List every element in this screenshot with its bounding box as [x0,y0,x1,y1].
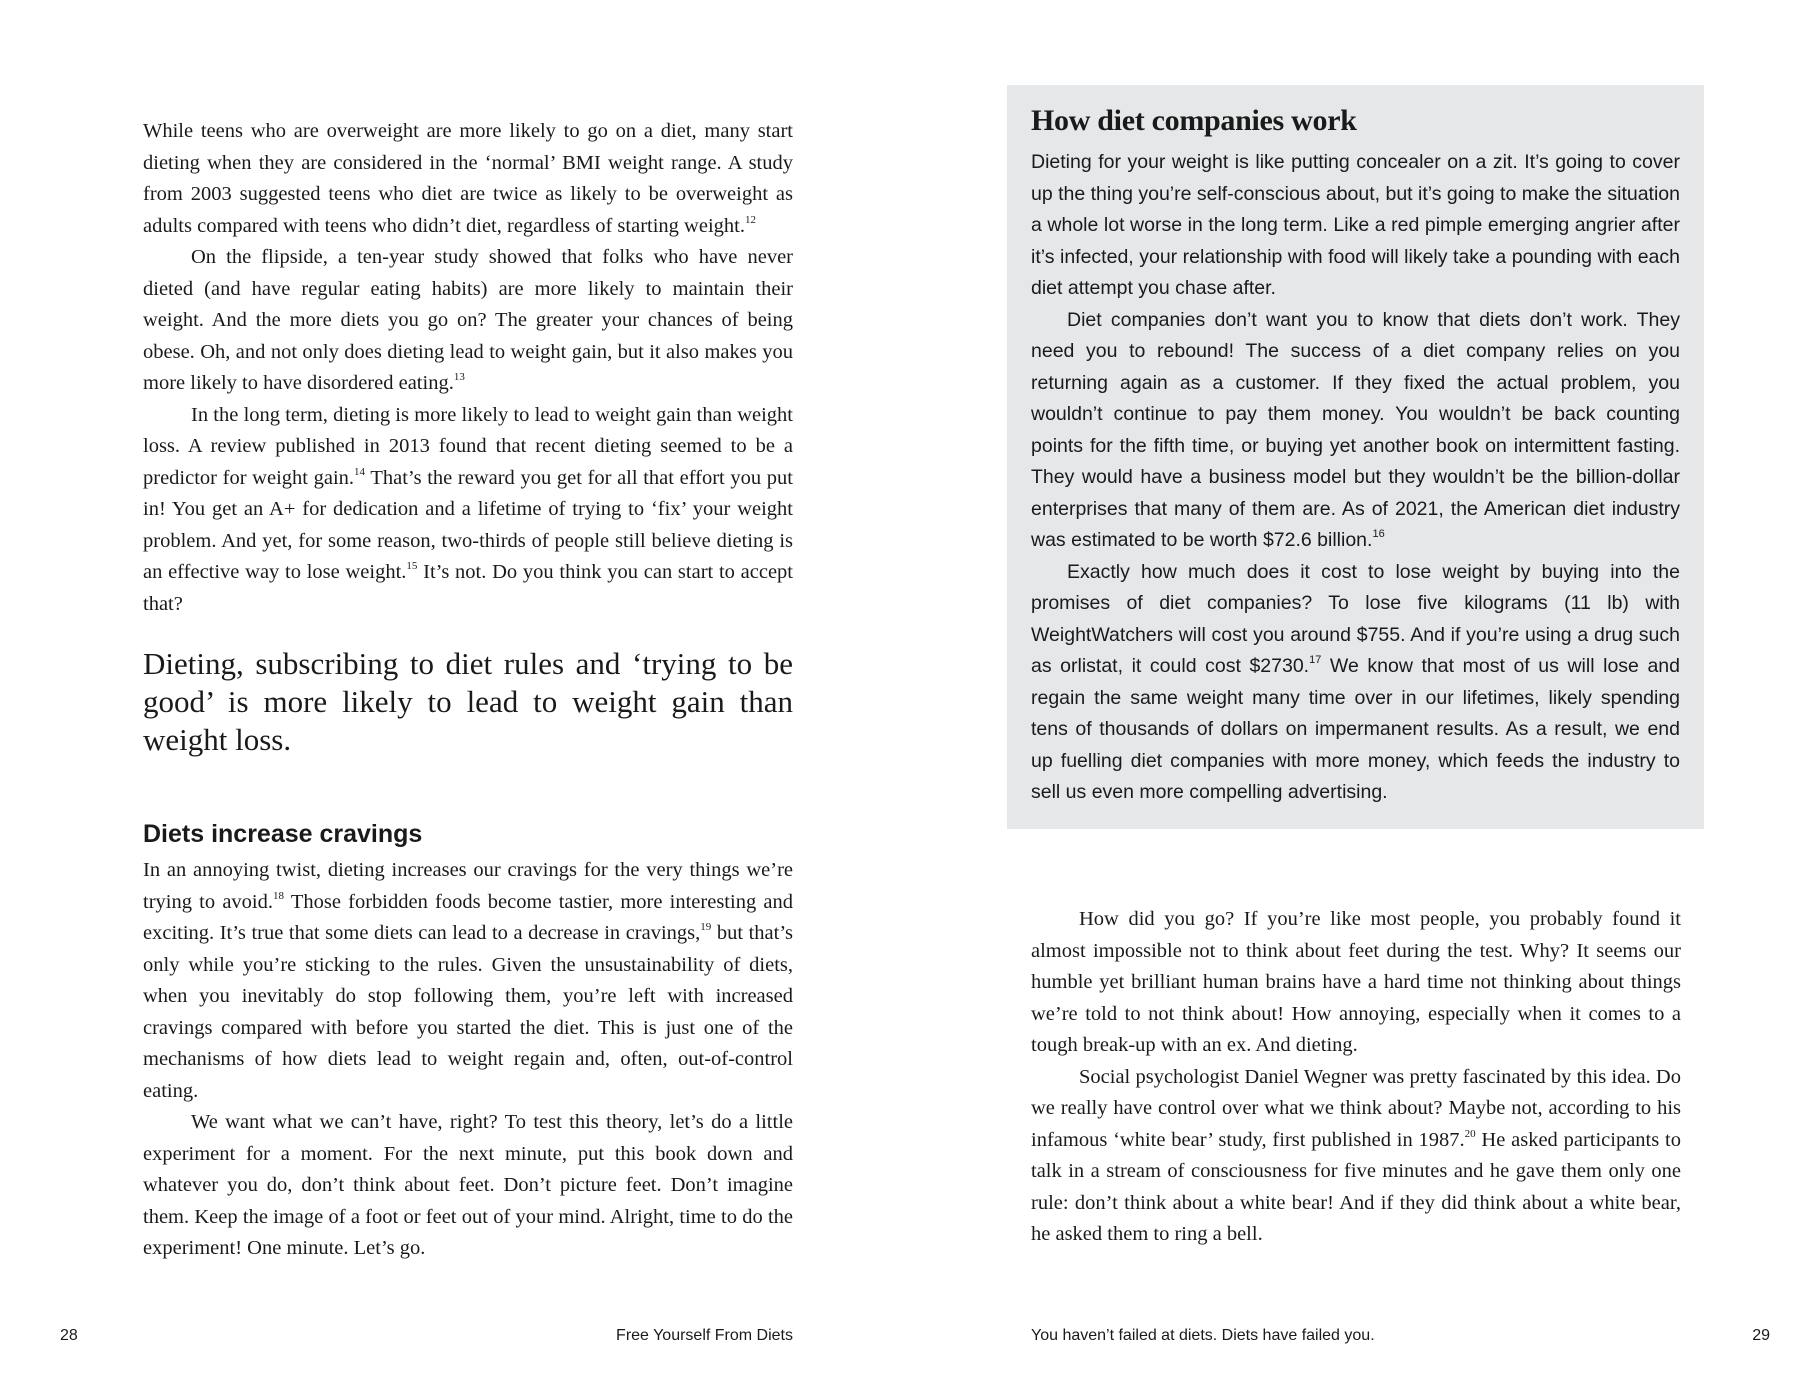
paragraph: How did you go? If you’re like most people, you probably found it almost impossible not to think about feet during the test. Why? It seems our humble yet brilliant human brains have a hard time not thinking about things we’re told to not think about! How annoying, especially when it comes to a tough break-up with an ex. And dieting. [1031,908,1681,1056]
footnote-ref: 20 [1464,1127,1476,1140]
footnote-ref: 14 [354,465,366,478]
left-page-body [143,116,793,1265]
footnote-ref: 16 [1372,528,1385,540]
sidebar-title: How diet companies work [1031,104,1357,137]
paragraph: In the long term, dieting is more likely to lead to weight gain than weight loss. A review published in 2013 found that recent dieting seemed to be a predictor for weight gain.$^{14}$ That’s the reward you get for all that effort you put in! You get an A+ for dedication and a lifetime of trying to ‘fix’ your weight problem. And yet, for some reason, two-thirds of people still believe dieting is an effective way to lose weight.$^{15}$ It’s not. Do you think you can start to accept that? [143,403,793,615]
paragraph: On the flipside, a ten-year study showed that folks who have never dieted (and have regular eating habits) are more likely to maintain their weight. And the more diets you go on? The greater your chances of being obese. Oh, and not only does dieting lead to weight gain, but it also makes you more likely to have disordered eating.$^{13}$ [143,246,793,394]
paragraph: In an annoying twist, dieting increases our cravings for the very things we’re trying to avoid.$^{18}$ Those forbidden foods become tastier, more interesting and exciting. It’s true that some diets can lead to a decrease in cravings,$^{19}$ but that’s only while you’re sticking to the rules. Given the unsustainability of diets, when you inevitably do stop following them, you’re left with increased cravings compared with before you started the diet. This is just one of the mechanisms of how diets lead to weight regain and, often, out-of-control eating. [143,859,793,1102]
paragraph: While teens who are overweight are more likely to go on a diet, many start dieting when they are considered in the ‘normal’ BMI weight range. A study from 2003 suggested teens who diet are twice as likely to be overweight as adults compared with teens who didn’t diet, regardless of starting weight.$^{12}$ [143,120,793,237]
footnote-ref: 19 [700,921,712,933]
running-footer-right: You haven’t failed at diets. Diets have failed you. [1031,1327,1375,1344]
footnote-ref: 13 [453,371,465,383]
footnote-ref: 12 [744,213,756,226]
footnote-ref: 17 [1309,654,1322,666]
running-footer-left: Free Yourself From Diets [616,1327,793,1344]
footnote-ref: 15 [406,560,418,572]
page-number-left: 28 [60,1327,78,1344]
sidebar-paragraph: Diet companies don’t want you to know that diets don’t work. They need you to rebound! The success of a diet company relies on you returning again as a customer. If they fixed the actual problem, you wouldn’t continue to pay them money. You wouldn’t be back counting points for the fifth time, or buying yet another book on intermittent fasting. They would have a business model but they wouldn’t be the billion-dollar enterprises that many of them are. As of 2021, the American diet industry was estimated to be worth $72.6 billion.$^{16}$ [1031,308,1680,551]
sidebar-box [1007,85,1704,829]
pull-quote: Dieting, subscribing to diet rules and ‘trying to be good’ is more likely to lead to weight gain than weight loss. [143,646,793,757]
page-number-right: 29 [1752,1327,1770,1344]
paragraph: We want what we can’t have, right? To test this theory, let’s do a little experiment for a moment. For the next minute, put this book down and whatever you do, don’t think about feet. Don’t picture feet. Don’t imagine them. Keep the image of a foot or feet out of your mind. Alright, time to do the experiment! One minute. Let’s go. [143,1111,793,1259]
paragraph: Social psychologist Daniel Wegner was pretty fascinated by this idea. Do we really have control over what we think about? Maybe not, according to his infamous ‘white bear’ study, first published in 1987.20 He asked participants to talk in a stream of consciousness for five minutes and he gave them only one rule: don’t think about a white bear! And if they did think about a white bear, he asked them to ring a bell. [1031,1065,1681,1245]
sidebar-paragraph: Dieting for your weight is like putting concealer on a zit. It’s going to cover up the thing you’re self-conscious about, but it’s going to make the situation a whole lot worse in the long term. Like a red pimple emerging angrier after it’s infected, your relationship with food will likely take a pounding with each diet attempt you chase after. [1031,151,1680,299]
sidebar-paragraph: Exactly how much does it cost to lose weight by buying into the promises of diet companies? To lose five kilograms (11 lb) with WeightWatchers will cost you around $755. And if you’re using a drug such as orlistat, it could cost $2730.17 We know that most of us will lose and regain the same weight many time over in our lifetimes, likely spending tens of thousands of dollars on impermanent results. As a result, we end up fuelling diet companies with more money, which feeds the industry to sell us even more compelling advertising. [1031,560,1680,803]
footnote-ref: 18 [273,889,284,902]
right-page-body [1031,904,1681,1251]
section-heading: Diets increase cravings [143,820,423,848]
